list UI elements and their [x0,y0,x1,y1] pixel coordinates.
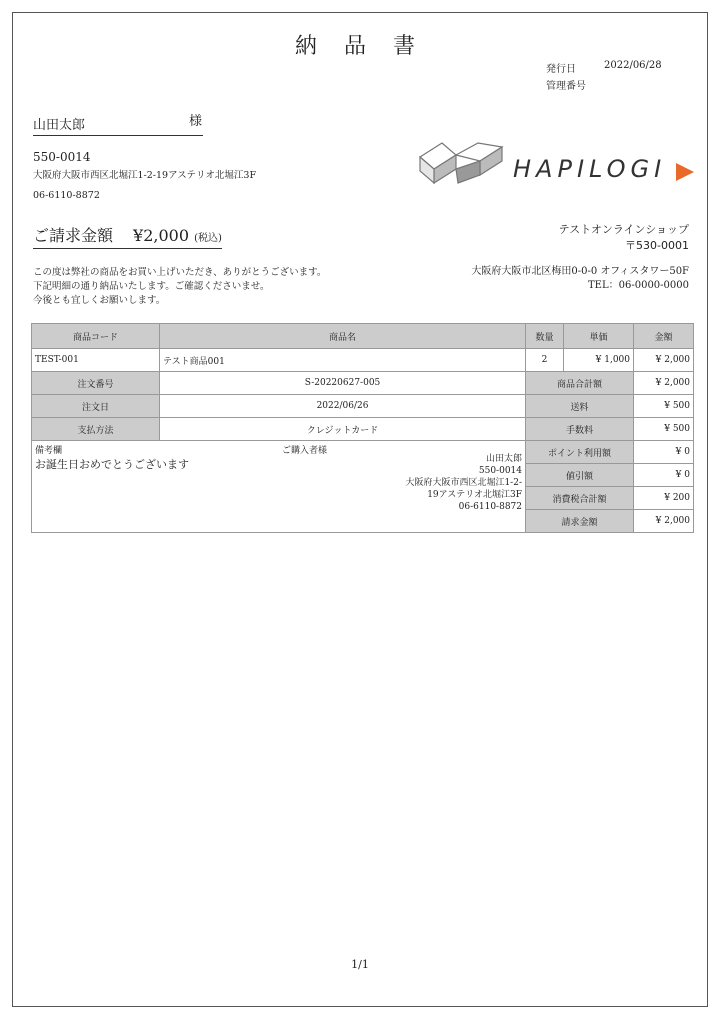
shop-name: テストオンラインショップ [558,223,689,236]
shipping-value: ¥ 500 [634,395,694,418]
purchaser-postal: 550-0014 [478,466,522,476]
shipping-label: 送料 [526,395,634,418]
customer-phone: 06-6110-8872 [33,190,100,201]
payment-method: クレジットカード [160,418,526,441]
invoice-total-value: ¥ 2,000 [634,510,694,533]
discount-label: 値引額 [526,464,634,487]
purchaser-address-2: 19アステリオ北堀江3F [427,490,522,500]
purchaser-block [405,453,522,513]
billing-tax-note: (税込) [194,233,222,244]
document-title: 納 品 書 [295,34,425,59]
header-unit-price: 単価 [564,324,634,349]
notes-label: 備考欄 [35,446,63,456]
order-number-row [32,372,694,395]
subtotal-value: ¥ 2,000 [634,372,694,395]
message-line-2: 下記明細の通り納品いたします。ご確認くださいませ。 [33,281,270,292]
tax-label: 消費税合計額 [526,487,634,510]
fee-label: 手数料 [526,418,634,441]
shop-logo [418,135,703,193]
order-date-row [32,395,694,418]
item-quantity: 2 [526,349,564,372]
fee-value: ¥ 500 [634,418,694,441]
message-line-1: この度は弊社の商品をお買い上げいただき、ありがとうございます。 [33,267,327,278]
delivery-note-page [12,12,708,1007]
header-product-name: 商品名 [160,324,526,349]
billing-label: ご請求金額 [33,226,114,245]
purchaser-name: 山田太郎 [485,454,522,464]
subtotal-label: 商品合計額 [526,372,634,395]
notes-text: お誕生日おめでとうございます [35,458,189,471]
discount-value: ¥ 0 [634,464,694,487]
table-row [32,349,694,372]
shop-address: 大阪府大阪市北区梅田0-0-0 オフィスタワー50F [471,266,689,277]
logo-arrow-icon [674,161,696,183]
customer-name: 山田太郎 [33,114,203,136]
shop-phone: TEL：06-0000-0000 [588,280,689,291]
purchaser-phone: 06-6110-8872 [458,502,522,512]
item-code: TEST-001 [32,349,160,372]
tax-value: ¥ 200 [634,487,694,510]
points-value: ¥ 0 [634,441,694,464]
hapilogi-logo-icon [418,135,510,193]
order-date-label: 注文日 [32,395,160,418]
customer-honorific: 様 [189,114,203,129]
order-number: S-20220627-005 [160,372,526,395]
billing-amount-block [33,223,222,249]
purchaser-label: ご購入者様 [282,446,328,456]
table-header-row [32,324,694,349]
issue-date: 2022/06/28 [604,60,662,71]
item-amount: ¥ 2,000 [634,349,694,372]
invoice-total-label: 請求金額 [526,510,634,533]
order-number-label: 注文番号 [32,372,160,395]
order-date: 2022/06/26 [160,395,526,418]
message-line-3: 今後とも宜しくお願いします。 [33,295,166,306]
items-table [31,323,694,533]
notes-cell [32,441,526,533]
header-quantity: 数量 [526,324,564,349]
points-label: ポイント利用額 [526,441,634,464]
notes-row [32,441,694,464]
control-number-label: 管理番号 [546,81,586,92]
customer-postal: 550-0014 [33,150,91,164]
page-indicator: 1/1 [351,958,369,971]
shop-postal: 〒530-0001 [625,239,689,252]
item-name: テスト商品001 [160,349,526,372]
header-product-code: 商品コード [32,324,160,349]
header-amount: 金額 [634,324,694,349]
purchaser-address-1: 大阪府大阪市西区北堀江1-2- [405,478,522,488]
billing-amount: ¥2,000 [133,226,189,245]
logo-wordmark: HAPILOGI [513,155,667,183]
issue-date-label: 発行日 [546,64,576,75]
payment-method-label: 支払方法 [32,418,160,441]
payment-method-row [32,418,694,441]
customer-address: 大阪府大阪市西区北堀江1-2-19アステリオ北堀江3F [33,170,257,181]
item-unit-price: ¥ 1,000 [564,349,634,372]
